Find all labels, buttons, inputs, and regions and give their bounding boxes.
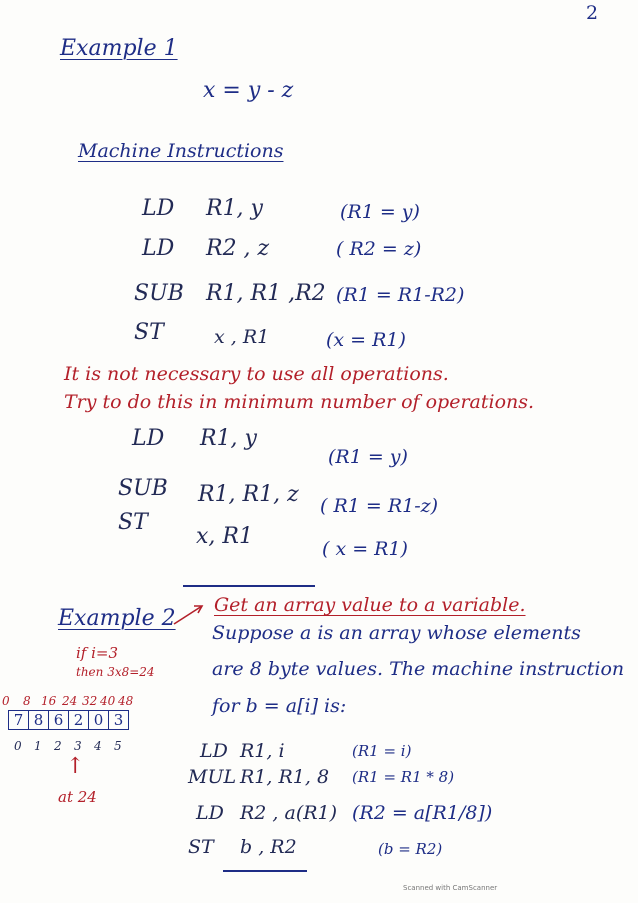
- instruction-op: SUB: [118, 476, 168, 501]
- instruction-args: R1, R1, 8: [240, 766, 330, 788]
- instruction-args: R1, y: [200, 426, 257, 451]
- pointer-arrow-icon: ↑: [66, 754, 85, 779]
- example2-description-line-3: for b = a[i] is:: [212, 695, 347, 717]
- instruction-op: LD: [142, 236, 175, 261]
- divider: [223, 870, 307, 872]
- index-label: 3: [74, 739, 82, 753]
- scanner-watermark: Scanned with CamScanner: [403, 884, 498, 892]
- example1-equation: x = y - z: [203, 78, 294, 103]
- index-label: 4: [94, 739, 102, 753]
- index-label: 5: [114, 739, 122, 753]
- instruction-args: R2 , z: [206, 236, 270, 261]
- offset-label: 8: [23, 694, 31, 708]
- divider: [183, 585, 315, 587]
- then-calculation: then 3x8=24: [76, 665, 155, 679]
- page-number: 2: [586, 2, 599, 24]
- instruction-op: MUL: [188, 766, 237, 788]
- instruction-comment: (R1 = y): [340, 201, 420, 223]
- instruction-args: R1, i: [240, 740, 285, 762]
- array-diagram: [8, 710, 129, 730]
- index-label: 0: [14, 739, 22, 753]
- offset-label: 40: [100, 694, 116, 708]
- instruction-op: LD: [142, 196, 175, 221]
- instruction-op: SUB: [134, 281, 184, 306]
- array-cell: 0: [89, 711, 109, 729]
- instruction-comment: (R1 = i): [352, 742, 412, 760]
- offset-label: 32: [82, 694, 98, 708]
- array-cell: 2: [69, 711, 89, 729]
- arrow-icon: [172, 600, 208, 628]
- instruction-comment: (R1 = y): [328, 446, 408, 468]
- instruction-args: b , R2: [240, 836, 297, 858]
- offset-label: 48: [118, 694, 134, 708]
- instruction-op: ST: [134, 320, 164, 345]
- instruction-op: ST: [188, 836, 214, 858]
- instruction-args: x , R1: [214, 326, 270, 348]
- instruction-comment: ( R2 = z): [336, 238, 422, 260]
- instruction-comment: (R1 = R1-R2): [336, 284, 465, 306]
- instruction-comment: ( R1 = R1-z): [320, 495, 439, 517]
- index-label: 1: [34, 739, 42, 753]
- instruction-op: LD: [200, 740, 228, 762]
- instruction-comment: (x = R1): [326, 329, 406, 351]
- offset-label: 24: [62, 694, 78, 708]
- array-cell: 7: [9, 711, 29, 729]
- instruction-op: LD: [196, 802, 224, 824]
- example2-title: Example 2: [58, 606, 176, 631]
- array-cell: 6: [49, 711, 69, 729]
- note-line-2: Try to do this in minimum number of operations.: [64, 391, 535, 413]
- example1-title: Example 1: [60, 36, 178, 61]
- instruction-comment: (b = R2): [378, 840, 443, 858]
- array-cell: 3: [113, 711, 124, 729]
- instruction-args: R1, y: [206, 196, 263, 221]
- instruction-comment: (R2 = a[R1/8]): [352, 802, 493, 824]
- instruction-args: R1, R1 ,R2: [206, 281, 326, 306]
- instruction-comment: (R1 = R1 * 8): [352, 768, 455, 786]
- instruction-args: x, R1: [196, 524, 253, 549]
- instruction-args: R1, R1, z: [198, 482, 299, 507]
- instruction-comment: ( x = R1): [322, 538, 408, 560]
- machine-instructions-heading: Machine Instructions: [78, 140, 284, 162]
- offset-label: 0: [2, 694, 10, 708]
- instruction-op: ST: [118, 510, 148, 535]
- example2-subtitle: Get an array value to a variable.: [214, 594, 526, 616]
- array-cell: 8: [29, 711, 49, 729]
- note-line-1: It is not necessary to use all operations.: [64, 363, 449, 385]
- instruction-args: R2 , a(R1): [240, 802, 338, 824]
- pointer-label: at 24: [58, 788, 97, 806]
- offset-label: 16: [41, 694, 57, 708]
- index-label: 2: [54, 739, 62, 753]
- example2-description-line-1: Suppose a is an array whose elements: [212, 622, 581, 644]
- if-condition: if i=3: [76, 644, 119, 662]
- example2-description-line-2: are 8 byte values. The machine instruction: [212, 658, 625, 680]
- instruction-op: LD: [132, 426, 165, 451]
